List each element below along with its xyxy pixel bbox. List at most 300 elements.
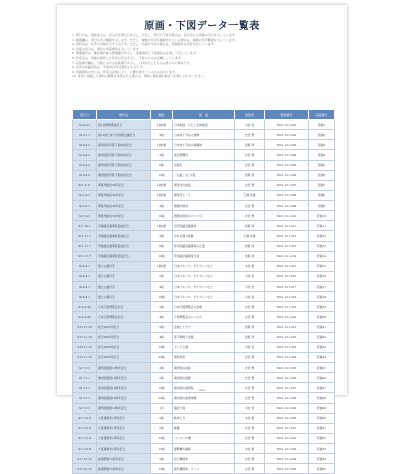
table-cell: 吉田 豊: [235, 312, 265, 322]
table-row: [73, 393, 335, 403]
table-cell: 5001-211-033: [265, 444, 309, 454]
table-cell: 4銭: [151, 332, 173, 342]
table-cell: 旧帝国議会議事堂: [173, 221, 235, 231]
table-row: [73, 221, 335, 231]
table-cell: 2銭: [151, 302, 173, 312]
table-cell: 鉄道開通70周年記念: [97, 464, 151, 474]
table-cell: 5001-211-034: [265, 454, 309, 464]
table-cell: 関東州始政30年記念: [97, 190, 151, 200]
table-cell: S15.11.10: [73, 322, 97, 332]
table-row: [73, 403, 335, 413]
table-row: [73, 292, 335, 302]
table-cell: 満州国皇帝陛下御来訪記念: [97, 160, 151, 170]
table-cell: 5001-211-011: [265, 221, 309, 231]
table-cell: 吉田 豊: [235, 130, 265, 140]
table-cell: 関東州始政30年記念: [97, 201, 151, 211]
table-cell: 10銭: [151, 464, 173, 474]
table-cell: 2銭: [151, 322, 173, 332]
table-cell: 原画16: [309, 271, 335, 281]
table-cell: 瑞雲と鳩: [173, 403, 235, 413]
table-cell: 大東亜戦争1周年記念: [97, 423, 151, 433]
column-header: 図案者: [235, 110, 265, 120]
table-cell: 日本万国博覧会記念: [97, 312, 151, 322]
table-cell: 5001-211-029: [265, 403, 309, 413]
table-cell: 紀元2600年記念: [97, 332, 151, 342]
table-cell: 帝国議会議事堂全景: [173, 251, 235, 261]
table-cell: 5001-211-010: [265, 211, 309, 221]
table-cell: 吉田 豊: [235, 201, 265, 211]
table-cell: 日本アルプス、ダケカンバなど: [173, 282, 235, 292]
table-cell: 原画14: [309, 251, 335, 261]
table-cell: 5001-211-005: [265, 160, 309, 170]
table-cell: S11.9.1: [73, 201, 97, 211]
table-row: [73, 282, 335, 292]
table-cell: 5001-211-001: [265, 120, 309, 130]
table-row: [73, 180, 335, 190]
table-cell: 4銭: [151, 282, 173, 292]
table-cell: 原画24: [309, 352, 335, 362]
table-row: [73, 464, 335, 474]
table-row: [73, 271, 335, 281]
table-cell: 原画8: [309, 190, 335, 200]
table-cell: 原画35: [309, 464, 335, 474]
table-row: [73, 454, 335, 464]
table-cell: 10銭: [151, 292, 173, 302]
table-cell: 紀元2600年記念: [97, 322, 151, 332]
table-cell: 日本地図、ただし全体略図: [173, 120, 235, 130]
table-row: [73, 312, 335, 322]
table-cell: 爆撃機の編隊: [173, 444, 235, 454]
table-cell: 帝国議会議事堂落成記念: [97, 231, 151, 241]
table-cell: 中央玄関の装飾: [173, 231, 235, 241]
note-line: 6. 作家名は、原画を制作した作家の氏名を示し、不詳のものは空欄としています。: [72, 55, 184, 60]
table-cell: S17.3.1: [73, 383, 97, 393]
note-line: 10. 本表に掲載した資料の閲覧を希望される場合は、事前に郵政資料館までお問い合わせください。: [72, 74, 207, 79]
table-cell: 加賀 清: [235, 251, 265, 261]
table-cell: 吉田 豊: [235, 423, 265, 433]
document-title: 原画・下図データ一覧表: [144, 21, 260, 32]
table-cell: 川村 岩: [235, 282, 265, 292]
table-cell: パトロール機: [173, 433, 235, 443]
table-cell: 10銭: [151, 251, 173, 261]
table-cell: 20銭: [151, 352, 173, 362]
table-cell: S11.5.11: [73, 180, 97, 190]
table-cell: 原画2: [309, 130, 335, 140]
table-row: [73, 423, 335, 433]
table-cell: 原画1: [309, 120, 335, 130]
table-cell: S10.4.2: [73, 140, 97, 150]
table-cell: 10銭: [151, 433, 173, 443]
table-row: [73, 332, 335, 342]
table-row: [73, 231, 335, 241]
table-cell: 10銭: [151, 342, 173, 352]
table-cell: 5001-211-015: [265, 261, 309, 271]
table-cell: 満州国建国10周年記念: [97, 383, 151, 393]
table-cell: 満州国の地図: [173, 363, 235, 373]
table-row: [73, 413, 335, 423]
table-cell: S3.9.21: [73, 120, 97, 130]
table-cell: 原画33: [309, 444, 335, 454]
table-cell: 紀元2600年記念: [97, 352, 151, 362]
table-row: [73, 120, 335, 130]
table-cell: 10銭: [151, 170, 173, 180]
table-cell: S17.12.8: [73, 413, 97, 423]
table-cell: S14.8.1: [73, 261, 97, 271]
table-cell: 吉田 豊: [235, 352, 265, 362]
table-cell: 吉田 豊: [235, 180, 265, 190]
table-cell: 5001-211-008: [265, 190, 309, 200]
table-cell: 木村 勝: [235, 444, 265, 454]
table-cell: 原画29: [309, 403, 335, 413]
table-cell: 5001-211-028: [265, 393, 309, 403]
table-cell: S17.12.12: [73, 454, 97, 464]
table-cell: 吉田 豊: [235, 302, 265, 312]
table-cell: 5001-211-014: [265, 251, 309, 261]
table-cell: 5001-211-021: [265, 322, 309, 332]
table-cell: 原画6: [309, 170, 335, 180]
table-cell: 記念機関車: [173, 454, 235, 464]
table-cell: 吉田 豊: [235, 160, 265, 170]
table-cell: S14.8.1: [73, 292, 97, 302]
table-cell: 加賀 清: [235, 322, 265, 332]
note-line: 2. 額面欄は、発行切手の額面を示します。ただし、複数の切手が連刷されている場合は、連刷の切手額面を示しています。: [72, 37, 238, 42]
table-cell: S11.10.1: [73, 221, 97, 231]
table-cell: 原画32: [309, 433, 335, 443]
table-cell: 満州国皇帝陛下御来訪記念: [97, 140, 151, 150]
table-cell: 5001-211-002: [265, 130, 309, 140]
table-cell: 日本万国博覧会の会場: [173, 302, 235, 312]
page-number: -242-: [198, 388, 206, 392]
table-cell: 関東州とハト: [173, 190, 235, 200]
table-cell: 原画9: [309, 201, 335, 211]
table-cell: 原画5: [309, 160, 335, 170]
table-row: [73, 433, 335, 443]
table-cell: 2銭: [151, 363, 173, 373]
table-row: [73, 322, 335, 332]
table-cell: 5001-211-027: [265, 383, 309, 393]
table-cell: S11.9.1: [73, 190, 97, 200]
note-line: 3. 資料名は、切手の名称を示すものです。ただし、名称が不詳の場合は、原画資料の内容を記しています。: [72, 42, 217, 47]
table-cell: 原画30: [309, 413, 335, 423]
table-cell: S10.4.2: [73, 170, 97, 180]
table-cell: 木村 勝: [235, 413, 265, 423]
table-cell: 原画34: [309, 454, 335, 464]
table-cell: 原画17: [309, 282, 335, 292]
table-row: [73, 261, 335, 271]
note-line: 5. 整理番号は、郵政資料館の整理番号を示し、原画資料と下図資料は区別して記しています。: [72, 51, 199, 56]
table-cell: S17.3.1: [73, 393, 97, 403]
table-cell: S17.12.8: [73, 423, 97, 433]
table-cell: 吉田 豊: [235, 433, 265, 443]
table-cell: 吉田 豊: [235, 150, 265, 160]
note-line: 4. 所蔵の表示は、資料の所蔵場所を示しています。: [72, 46, 142, 51]
table-cell: 1銭5厘: [151, 221, 173, 231]
table-cell: 大東亜戦争1周年記念: [97, 444, 151, 454]
table-cell: 満州国の国務院: [173, 383, 235, 393]
table-row: [73, 201, 335, 211]
table-cell: 満州国皇帝陛下御来訪記念: [97, 170, 151, 180]
table-cell: S17.3.1: [73, 363, 97, 373]
table-cell: 旅順水師営: [173, 201, 235, 211]
table-cell: 15銭: [151, 444, 173, 454]
table-cell: 1銭5厘: [151, 180, 173, 190]
table-cell: 5001-211-013: [265, 241, 309, 251]
table-cell: 橿原神宮: [173, 352, 235, 362]
table-cell: 比叡丸: [173, 160, 235, 170]
table-cell: 日本アルプス、ダケカンバなど: [173, 271, 235, 281]
table-cell: 原画25: [309, 363, 335, 373]
table-cell: 5001-211-017: [265, 282, 309, 292]
table-header-row: [73, 110, 335, 120]
table-cell: 5銭: [151, 423, 173, 433]
table-cell: 3銭: [151, 201, 173, 211]
table-cell: 加賀 清: [235, 332, 265, 342]
table-cell: 5001-211-003: [265, 140, 309, 150]
table-cell: 5001-211-022: [265, 332, 309, 342]
table-cell: 1銭5厘: [151, 120, 173, 130]
table-cell: S10.4.2: [73, 160, 97, 170]
table-cell: S15.11.10: [73, 332, 97, 342]
table-cell: 関東州始政30年記念: [97, 180, 151, 190]
table-cell: 原画7: [309, 180, 335, 190]
table-cell: 日本赤十字社の建物: [173, 130, 235, 140]
table-cell: 5001-211-026: [265, 373, 309, 383]
table-cell: S14.8.1: [73, 271, 97, 281]
table-cell: 原画23: [309, 342, 335, 352]
table-cell: S11.11.7: [73, 251, 97, 261]
table-cell: 日本アルプス、ダケカンバなど: [173, 261, 235, 271]
table-cell: 1円: [151, 403, 173, 413]
table-cell: S11.11.7: [73, 231, 97, 241]
table-cell: 原画4: [309, 150, 335, 160]
table-cell: 原画31: [309, 423, 335, 433]
table-row: [73, 444, 335, 454]
table-cell: 原画11: [309, 221, 335, 231]
table-cell: 川村 岩: [235, 120, 265, 130]
table-cell: 日本アルプス、ダケカンバなど: [173, 292, 235, 302]
document-page: [57, 5, 347, 471]
table-cell: 金鵄とミサワ: [173, 322, 235, 332]
table-cell: 川村 岩: [235, 292, 265, 302]
table-cell: S17.12.8: [73, 444, 97, 454]
table-cell: S17.12.12: [73, 464, 97, 474]
table-cell: S17.12.8: [73, 433, 97, 443]
table-cell: 国立公園切手: [97, 282, 151, 292]
table-cell: S11.11.7: [73, 241, 97, 251]
table-cell: 川村 岩: [235, 271, 265, 281]
table-cell: 原画3: [309, 140, 335, 150]
table-cell: 10銭: [151, 383, 173, 393]
table-cell: 20銭: [151, 393, 173, 403]
table-cell: 吉田 豊: [235, 363, 265, 373]
table-cell: S15.4.20: [73, 312, 97, 322]
table-cell: 5001-211-016: [265, 271, 309, 281]
table-cell: 広瀬 武雄: [235, 231, 265, 241]
table-cell: 5銭: [151, 454, 173, 464]
table-cell: 1銭5厘: [151, 140, 173, 150]
table-cell: 満州国の国旗: [173, 373, 235, 383]
table-cell: 5001-211-009: [265, 201, 309, 211]
table-cell: 満州国建国10周年記念: [97, 373, 151, 383]
table-body: [73, 120, 335, 474]
table-cell: 5001-211-024: [265, 352, 309, 362]
table-cell: 満州国の建国神廟: [173, 393, 235, 403]
table-row: [73, 170, 335, 180]
table-cell: 原画28: [309, 393, 335, 403]
table-cell: 新帝国議会議事堂の正面: [173, 241, 235, 251]
note-line: 9. 原画資料の中には、作家の意向により、公開を控えているものがあります。: [72, 69, 178, 74]
table-cell: 広瀬 武雄: [235, 190, 265, 200]
table-cell: 5001-211-020: [265, 312, 309, 322]
table-cell: 紀元2600年記念: [97, 342, 151, 352]
table-cell: 帝国議会議事堂落成記念: [97, 241, 151, 251]
table-cell: ダークと鵄: [173, 342, 235, 352]
table-cell: 関東州の地図: [173, 180, 235, 190]
table-row: [73, 302, 335, 312]
table-cell: 5001-211-019: [265, 302, 309, 312]
table-cell: 大東亜戦争1周年記念: [97, 433, 151, 443]
table-cell: 高千穂峰と金鵄: [173, 332, 235, 342]
table-cell: 満州国建国10周年記念: [97, 393, 151, 403]
table-cell: 第10回日本十字国際会議記念: [97, 130, 151, 140]
table-cell: 10銭: [151, 211, 173, 221]
table-cell: 原画19: [309, 302, 335, 312]
table-row: [73, 251, 335, 261]
table-row: [73, 363, 335, 373]
table-cell: 原画22: [309, 332, 335, 342]
table-cell: 万国博覧会のシンボル: [173, 312, 235, 322]
table-cell: 帝国議会議事堂落成記念: [97, 251, 151, 261]
table-cell: 5001-211-007: [265, 180, 309, 190]
table-cell: 3銭: [151, 231, 173, 241]
table-row: [73, 211, 335, 221]
table-cell: S17.3.1: [73, 403, 97, 413]
table-cell: 1銭5厘: [151, 261, 173, 271]
table-cell: 5001-211-012: [265, 231, 309, 241]
column-header: 額面: [151, 110, 173, 120]
table-cell: 5001-211-032: [265, 433, 309, 443]
table-cell: 3銭: [151, 150, 173, 160]
table-cell: S11.9.1: [73, 211, 97, 221]
table-cell: 3銭: [151, 130, 173, 140]
table-cell: S17.3.1: [73, 373, 97, 383]
table-cell: 満州国皇帝陛下御来訪記念: [97, 150, 151, 160]
table-row: [73, 241, 335, 251]
table-cell: 旅順水師営のロシア兵: [173, 211, 235, 221]
table-cell: S15.11.10: [73, 342, 97, 352]
table-cell: 国立公園切手: [97, 292, 151, 302]
table-cell: 戦車と兵: [173, 413, 235, 423]
table-cell: 4銭: [151, 312, 173, 322]
table-cell: 5001-211-031: [265, 423, 309, 433]
table-cell: 原画26: [309, 373, 335, 383]
table-cell: 5001-211-030: [265, 413, 309, 423]
table-cell: 2銭: [151, 271, 173, 281]
table-cell: 「比叡」など2隻: [173, 170, 235, 180]
table-cell: S10.4.2: [73, 150, 97, 160]
table-cell: 5001-211-025: [265, 363, 309, 373]
table-cell: 国立公園切手: [97, 271, 151, 281]
data-table: [72, 109, 335, 474]
table-cell: 加賀 清: [235, 221, 265, 231]
table-cell: 電気機関車、ツバメ: [173, 464, 235, 474]
table-cell: 吉田 豊: [235, 383, 265, 393]
table-cell: 加賀 清: [235, 241, 265, 251]
table-cell: 6銭: [151, 160, 173, 170]
table-cell: 原画18: [309, 292, 335, 302]
note-line: 1. 発行日は、原画または、記念切手発行日を示し、ただし、発行日不詳の場合は、着目される原画の月日を示しています。: [72, 33, 238, 37]
table-cell: 吉田 豊: [235, 393, 265, 403]
table-cell: 5001-211-018: [265, 292, 309, 302]
table-cell: 鉄道開通70周年記念: [97, 454, 151, 464]
table-row: [73, 352, 335, 362]
table-cell: 原画10: [309, 211, 335, 221]
table-cell: 川村 岩: [235, 342, 265, 352]
table-cell: 戦艦: [173, 423, 235, 433]
table-cell: 国立公園切手: [97, 261, 151, 271]
note-line: 8. 本表の記載内容は、平成6年3月末現在のものです。: [72, 65, 146, 70]
table-cell: S15.11.10: [73, 352, 97, 362]
table-cell: 5001-211-004: [265, 150, 309, 160]
table-cell: S14.8.1: [73, 282, 97, 292]
table-row: [73, 342, 335, 352]
explanatory-notes: [72, 33, 334, 79]
table-cell: 吉田 豊: [235, 211, 265, 221]
column-header: 発行日: [73, 110, 97, 120]
table-cell: 6銭: [151, 241, 173, 251]
table-cell: 第1回国勢調査記念: [97, 120, 151, 130]
table-cell: 加賀 清: [235, 170, 265, 180]
table-row: [73, 140, 335, 150]
table-cell: 吉田 豊: [235, 454, 265, 464]
table-cell: 原画13: [309, 241, 335, 251]
column-header: 図 案: [173, 110, 235, 120]
column-header: 資料名: [97, 110, 151, 120]
table-cell: 原画21: [309, 322, 335, 332]
table-cell: 関東州始政30年記念: [97, 211, 151, 221]
table-row: [73, 160, 335, 170]
column-header: 収蔵番号: [309, 110, 335, 120]
table-row: [73, 130, 335, 140]
table-cell: 5001-211-035: [265, 464, 309, 474]
table-cell: 日本赤十字社の看護婦: [173, 140, 235, 150]
table-cell: S15.4.20: [73, 302, 97, 312]
table-cell: 吉田 豊: [235, 373, 265, 383]
table-cell: 加賀 清: [235, 140, 265, 150]
table-cell: 5001-211-006: [265, 170, 309, 180]
table-row: [73, 190, 335, 200]
table-cell: 2銭: [151, 413, 173, 423]
column-header: 整理番号: [265, 110, 309, 120]
table-cell: S10.1.1: [73, 130, 97, 140]
table-cell: 1銭5厘: [151, 190, 173, 200]
table-cell: 吉田 豊: [235, 464, 265, 474]
table-row: [73, 150, 335, 160]
table-cell: 川村 岩: [235, 403, 265, 413]
table-cell: 5001-211-023: [265, 342, 309, 352]
table-cell: 5銭: [151, 373, 173, 383]
table-cell: 大東亜戦争1周年記念: [97, 413, 151, 423]
table-cell: 日本万国博覧会記念: [97, 302, 151, 312]
table-cell: 満州国建国10周年記念: [97, 403, 151, 413]
table-cell: 原画20: [309, 312, 335, 322]
note-line: 7. 収蔵番号欄は、当館における収蔵番号を示し、○印を付したものは展示中の資料です。: [72, 60, 193, 65]
table-cell: 原画27: [309, 383, 335, 393]
table-cell: 原画15: [309, 261, 335, 271]
table-cell: 原画12: [309, 231, 335, 241]
table-cell: 満州国建国10周年記念: [97, 363, 151, 373]
table-cell: 帝国議会議事堂落成記念: [97, 221, 151, 231]
